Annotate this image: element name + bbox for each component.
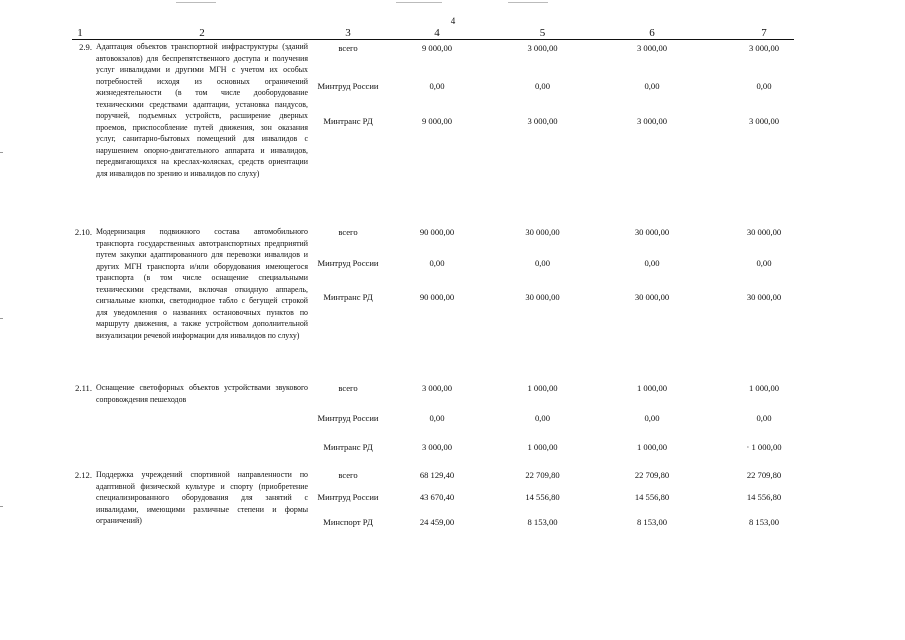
value-col-4: 3 000,00 [421, 383, 453, 393]
funding-source: всего [338, 43, 358, 53]
funding-source: всего [338, 227, 358, 237]
value-col-4: 9 000,00 [421, 43, 453, 53]
value-col-7: 30 000,00 [746, 292, 782, 302]
value-col-7: 14 556,80 [746, 492, 782, 502]
value-col-7: 3 000,00 [748, 116, 780, 126]
value-col-6: 1 000,00 [636, 383, 668, 393]
column-header-7: 7 [761, 27, 767, 39]
funding-source: Минтруд России [317, 81, 379, 91]
row-description: Оснащение светофорных объектов устройствами звукового сопровождения пешеходов [96, 383, 308, 404]
funding-source: Минспорт РД [323, 517, 373, 527]
value-col-5: 3 000,00 [527, 116, 558, 126]
funding-source: Минтранс РД [323, 116, 373, 126]
row-description: Поддержка учреждений спортивной направленности по адаптивной физической культуре и спорту (приобретение специализированного оборудования для занятий с инвалидами, имеющими различные степени и формы ограничений) [96, 470, 308, 526]
column-header-4: 4 [434, 27, 440, 39]
value-col-6: 14 556,80 [634, 492, 670, 502]
value-col-6: 30 000,00 [634, 292, 670, 302]
value-col-7: 1 000,00 [748, 383, 780, 393]
scan-mark [396, 2, 442, 4]
value-col-6: 0,00 [644, 81, 660, 91]
value-col-7: 3 000,00 [748, 43, 780, 53]
funding-source: Минтранс РД [323, 442, 373, 452]
row-description: Модернизация подвижного состава автомобильного транспорта государственных автотранспортных предприятий путем закупки адаптированного для перевозки инвалидов и других МГН транспорта и/или оборудования имеющегося транспорта (в том числе оснащение специальными техническими средствами, включая откидную аппарель, сигнальные кнопки, светодиодное табло с бегущей строкой для уведомления о названиях остановочных пунктов по маршруту движения, а также устройством дополнительной визуализации речевой информации для инвалидов по слуху) [96, 227, 308, 340]
value-col-4: 0,00 [429, 258, 445, 268]
scan-mark [0, 318, 3, 319]
page-number: 4 [450, 16, 456, 26]
value-col-4: 3 000,00 [421, 442, 453, 452]
value-col-5: 8 153,00 [527, 517, 558, 527]
scan-mark [508, 2, 548, 4]
value-col-5: 0,00 [534, 258, 551, 268]
value-col-4: 43 670,40 [419, 492, 455, 502]
scan-mark [0, 152, 3, 153]
value-col-4: 9 000,00 [421, 116, 453, 126]
value-col-7: 0,00 [756, 81, 772, 91]
value-col-7: 30 000,00 [746, 227, 782, 237]
value-col-6: 3 000,00 [636, 116, 668, 126]
row-number: 2.10. [74, 227, 92, 237]
value-col-7: 0,00 [756, 258, 772, 268]
funding-source: всего [338, 383, 358, 393]
header-rule [72, 39, 794, 40]
value-col-6: 22 709,80 [634, 470, 670, 480]
value-col-5: 1 000,00 [527, 383, 558, 393]
value-col-4: 68 129,40 [419, 470, 455, 480]
value-col-5: 3 000,00 [527, 43, 558, 53]
row-number: 2.11. [75, 383, 92, 393]
value-col-6: 0,00 [644, 413, 660, 423]
value-col-7: · 1 000,00 [746, 442, 782, 452]
funding-source: Минтруд России [317, 258, 379, 268]
row-description: Адаптация объектов транспортной инфраструктуры (зданий автовокзалов) для беспрепятственного доступа и получения услуг инвалидами и другими МГН с учетом их особых потребностей исходя из основных ограничений жизнедеятельности (в том числе дооборудование техническими средствами адаптации, установка пандусов, поручней, подъемных устройств, расширение дверных проемов, приспособление путей движения, зон оказания услуг, санитарно-бытовых помещений для инвалидов с нарушением опорно-двигательного аппарата и инвалидов, передвигающихся на креслах-колясках, средств ориентации для инвалидов по зрению и инвалидов по слуху) [96, 42, 308, 179]
value-col-4: 0,00 [429, 413, 445, 423]
column-header-6: 6 [649, 27, 655, 39]
value-col-5: 22 709,80 [525, 470, 560, 480]
row-number: 2.9. [79, 42, 92, 52]
funding-source: всего [338, 470, 358, 480]
value-col-5: 0,00 [534, 413, 551, 423]
funding-source: Минтруд России [317, 413, 379, 423]
value-col-5: 14 556,80 [525, 492, 560, 502]
value-col-4: 90 000,00 [419, 227, 455, 237]
value-col-6: 3 000,00 [636, 43, 668, 53]
value-col-7: 0,00 [756, 413, 772, 423]
value-col-6: 1 000,00 [636, 442, 668, 452]
value-col-5: 30 000,00 [525, 227, 560, 237]
value-col-6: 8 153,00 [636, 517, 668, 527]
value-col-7: 8 153,00 [748, 517, 780, 527]
value-col-4: 0,00 [429, 81, 445, 91]
value-col-6: 0,00 [644, 258, 660, 268]
value-col-5: 0,00 [534, 81, 551, 91]
value-col-6: 30 000,00 [634, 227, 670, 237]
value-col-5: 30 000,00 [525, 292, 560, 302]
column-header-5: 5 [539, 27, 546, 39]
row-number: 2.12. [74, 470, 92, 480]
column-header-2: 2 [199, 27, 205, 39]
column-header-1: 1 [77, 27, 83, 39]
value-col-4: 90 000,00 [419, 292, 455, 302]
funding-source: Минтруд России [317, 492, 379, 502]
value-col-7: 22 709,80 [746, 470, 782, 480]
scan-mark [0, 506, 3, 507]
funding-source: Минтранс РД [323, 292, 373, 302]
column-header-3: 3 [345, 27, 351, 39]
value-col-5: 1 000,00 [527, 442, 558, 452]
value-col-4: 24 459,00 [419, 517, 455, 527]
scan-mark [176, 2, 216, 4]
